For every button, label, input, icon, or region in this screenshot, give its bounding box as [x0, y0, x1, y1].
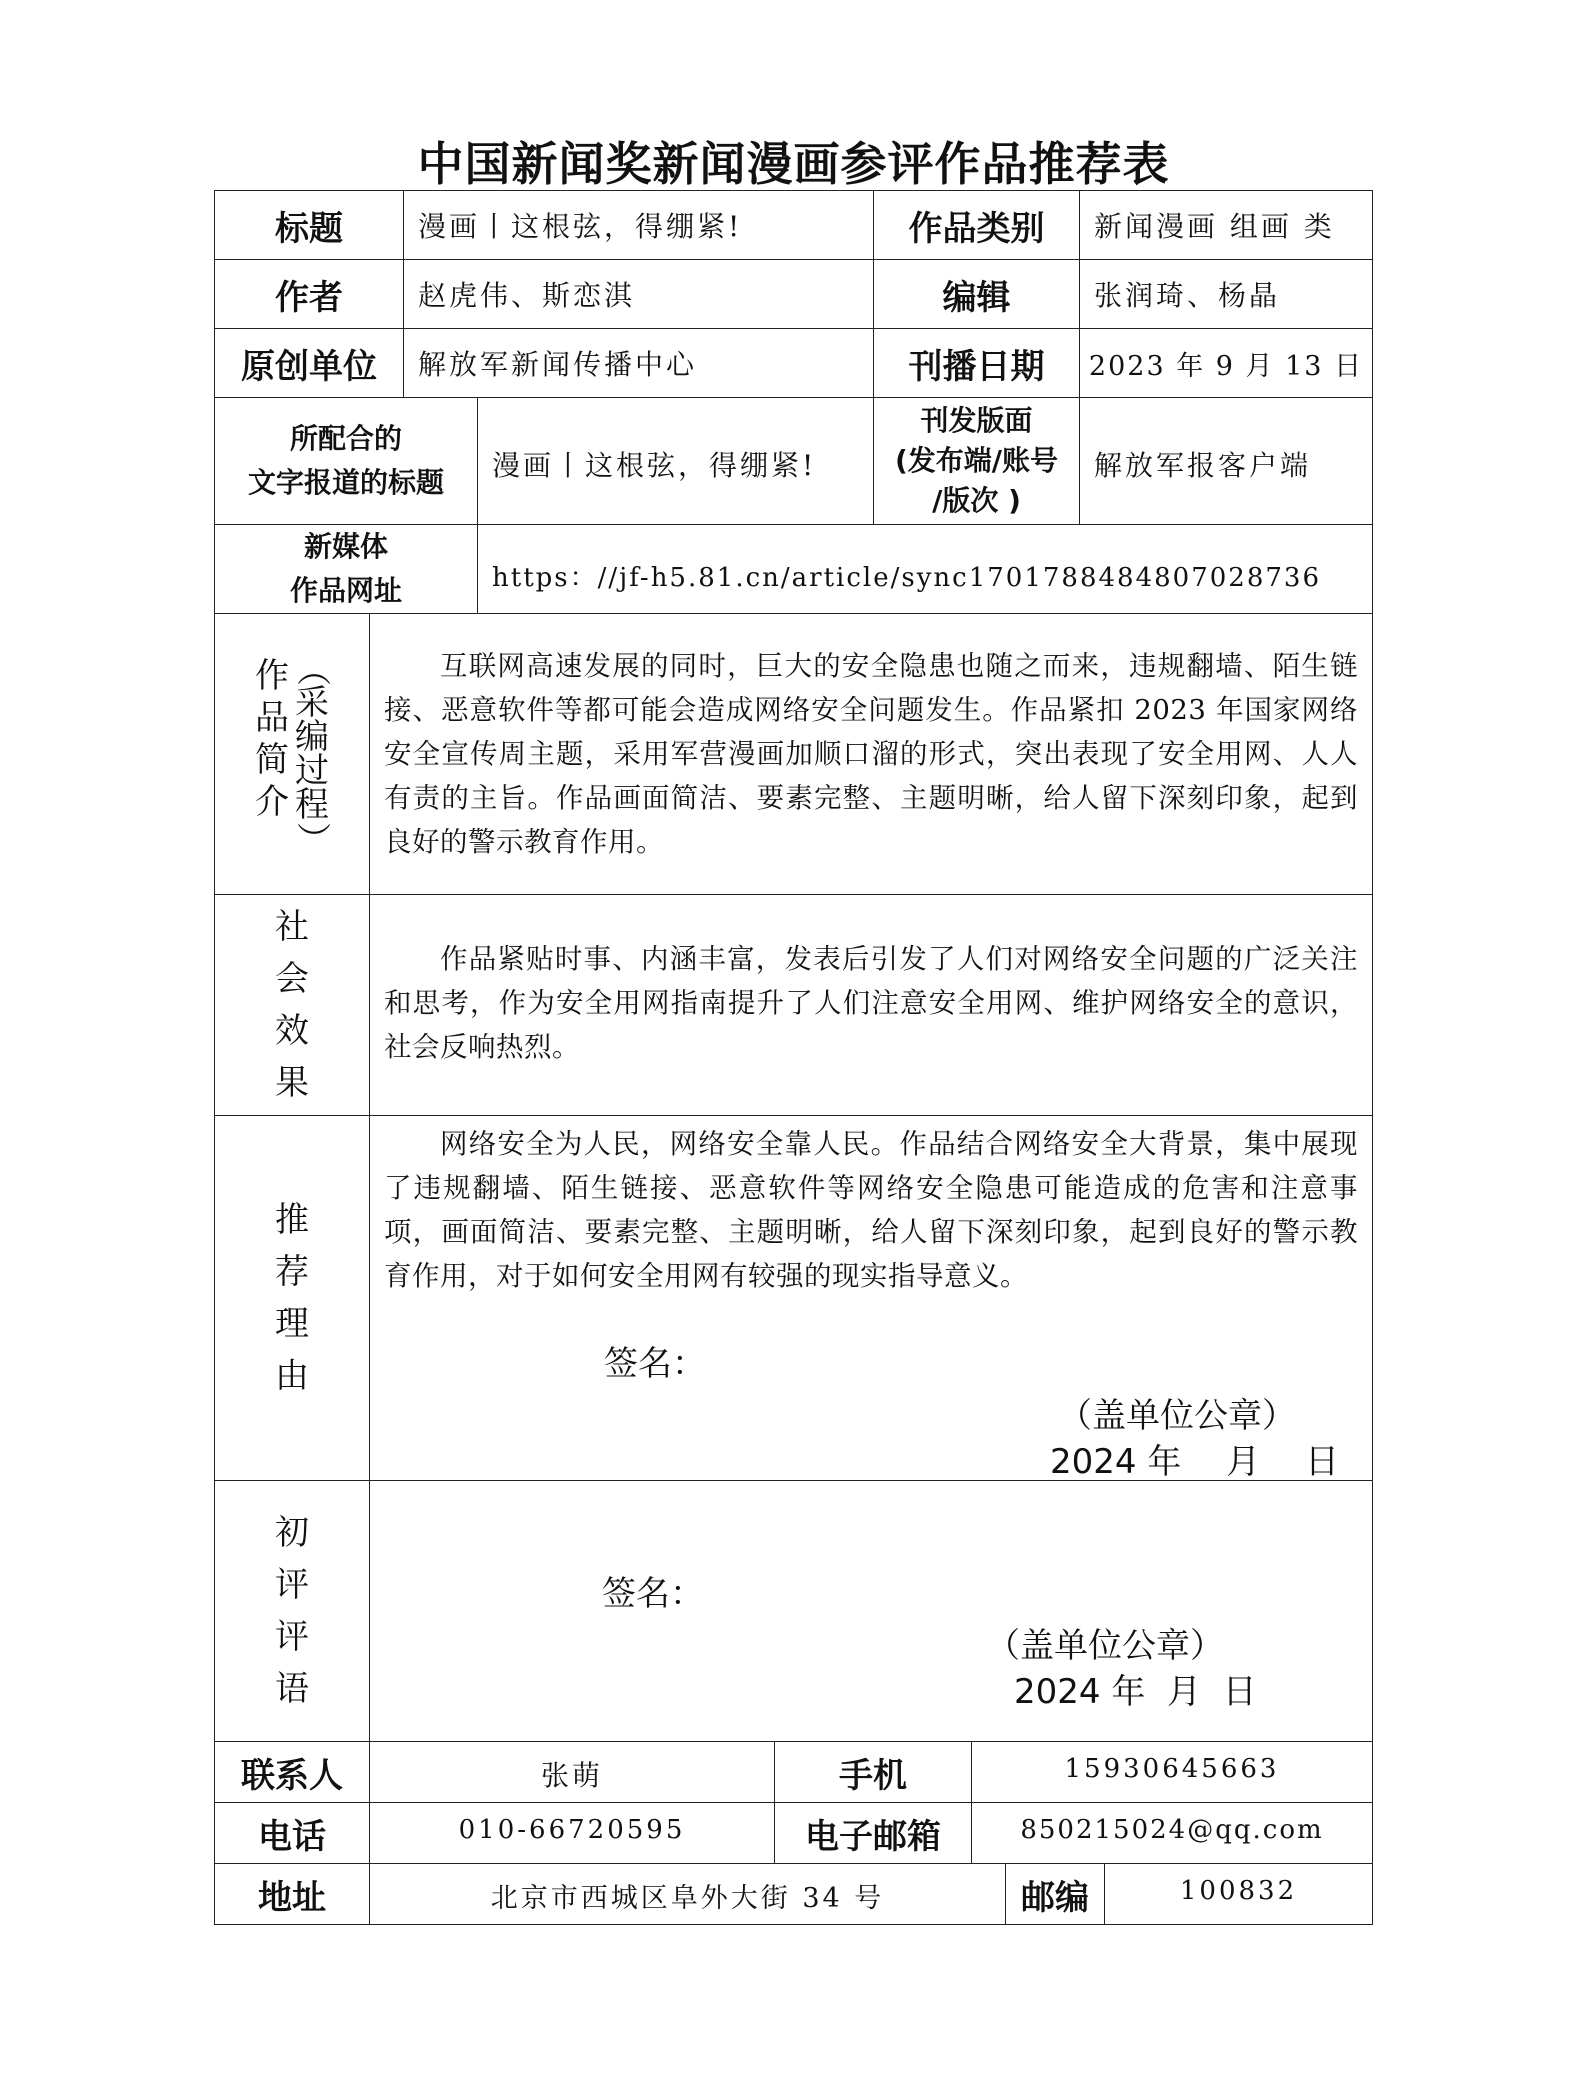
url-label-line-2: 作品网址	[289, 574, 402, 607]
title-value: 漫画丨这根弦，得绷紧!	[403, 190, 874, 260]
author-label: 作者	[214, 259, 404, 329]
url-value[interactable]: https：//jf-h5.81.cn/article/sync1701788484807028736	[477, 524, 1373, 614]
reason-text: 网络安全为人民，网络安全靠人民。作品结合网络安全大背景，集中展现了违规翻墙、陌生链接、恶意软件等网络安全隐患可能造成的危害和注意事项，画面简洁、要素完整、主题明晰，给人留下深刻印象，起到良好的警示教育作用，对于如何安全用网有较强的现实指导意义。	[369, 1115, 1373, 1481]
title-label: 标题	[214, 190, 404, 260]
category-label: 作品类别	[873, 190, 1080, 260]
reason-date: 2024 年 月 日	[1050, 1442, 1339, 1482]
page-label-line-3: /版次 )	[932, 484, 1021, 517]
review-seal: （盖单位公章）	[986, 1626, 1224, 1666]
reason-label: 推 荐 理 由	[214, 1115, 370, 1481]
review-label: 初 评 评 语	[214, 1480, 370, 1742]
url-label	[214, 524, 478, 614]
effect-label: 社 会 效 果	[214, 894, 370, 1116]
intro-text: 互联网高速发展的同时，巨大的安全隐患也随之而来，违规翻墙、陌生链接、恶意软件等都可能会造成网络安全问题发生。作品紧扣 2023 年国家网络安全宣传周主题，采用军营漫画加顺口溜的形式，突出表现了安全用网、人人有责的主旨。作品画面简洁、要素完整、主题明晰，给人留下深刻印象，起到良好的警示教育作用。	[369, 613, 1373, 895]
reason-seal: （盖单位公章）	[1058, 1396, 1296, 1436]
date-label: 刊播日期	[873, 328, 1080, 398]
intro-label	[214, 613, 370, 895]
mobile-label: 手机	[774, 1741, 972, 1803]
address-value: 北京市西城区阜外大街 34 号	[369, 1863, 1006, 1925]
page-label	[873, 397, 1080, 525]
mobile-value: 15930645663	[971, 1741, 1373, 1803]
contact-person-label: 联系人	[214, 1741, 370, 1803]
unit-value: 解放军新闻传播中心	[403, 328, 874, 398]
author-value: 赵虎伟、斯恋淇	[403, 259, 874, 329]
review-signature: 签名：	[602, 1574, 704, 1614]
date-value: 2023 年 9 月 13 日	[1079, 328, 1373, 398]
page-label-line-2: (发布端/账号	[894, 444, 1059, 477]
address-label: 地址	[214, 1863, 370, 1925]
zip-value: 100832	[1104, 1863, 1373, 1925]
form-title: 中国新闻奖新闻漫画参评作品推荐表	[417, 137, 1170, 191]
page-label-line-1: 刊发版面	[920, 404, 1033, 437]
page-value: 解放军报客户端	[1079, 397, 1373, 525]
unit-label: 原创单位	[214, 328, 404, 398]
contact-person-value: 张萌	[369, 1741, 775, 1803]
intro-label-main: 作 品 简 介	[255, 656, 289, 822]
phone-label: 电话	[214, 1802, 370, 1864]
review-date: 2024 年 月 日	[1014, 1672, 1257, 1712]
reason-signature: 签名：	[604, 1344, 706, 1384]
intro-label-sub: （ 采 编 过 程 ）	[292, 652, 332, 856]
report-title-value: 漫画丨这根弦，得绷紧!	[477, 397, 874, 525]
effect-text: 作品紧贴时事、内涵丰富，发表后引发了人们对网络安全问题的广泛关注和思考，作为安全用网指南提升了人们注意安全用网、维护网络安全的意识，社会反响热烈。	[369, 894, 1373, 1116]
url-label-line-1: 新媒体	[303, 530, 388, 563]
report-label-line-2: 文字报道的标题	[247, 466, 444, 499]
zip-label: 邮编	[1005, 1863, 1105, 1925]
editor-value: 张润琦、杨晶	[1079, 259, 1373, 329]
editor-label: 编辑	[873, 259, 1080, 329]
phone-value: 010-66720595	[369, 1802, 775, 1864]
report-title-label	[214, 397, 478, 525]
email-label: 电子邮箱	[774, 1802, 972, 1864]
report-label-line-1: 所配合的	[289, 422, 402, 455]
category-value: 新闻漫画 组画 类	[1079, 190, 1373, 260]
email-value[interactable]: 850215024@qq.com	[971, 1802, 1373, 1864]
